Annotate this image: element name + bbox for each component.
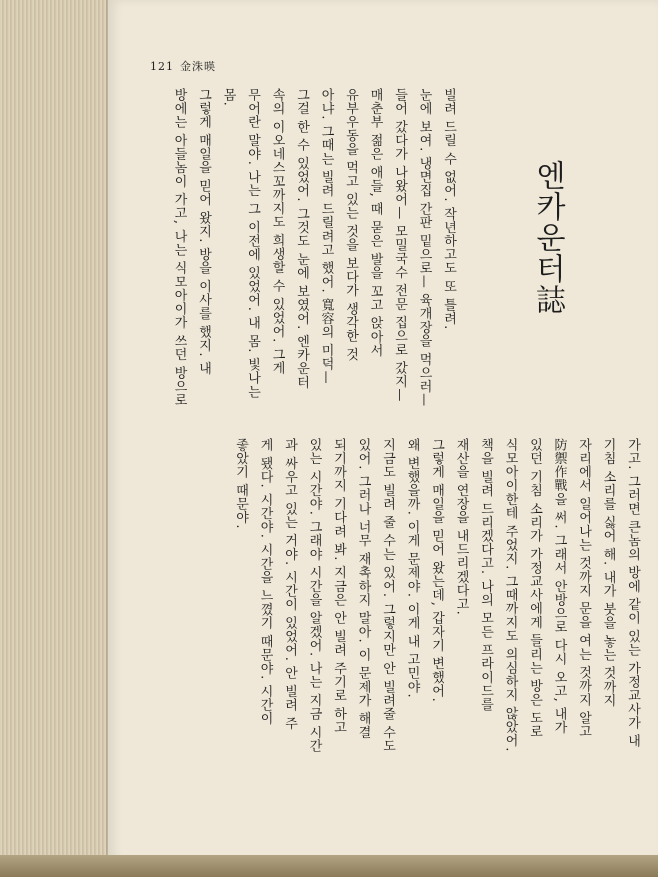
- text-line: 그렇게 매일을 믿어 왔는데, 갑자기 변했어.: [429, 438, 444, 703]
- text-line: 눈에 보여. 냉면집 간판 밑으로— 육개장을 먹으러—: [416, 88, 432, 407]
- text-line: 속의 이오네스꼬까지도 희생할 수 있었어. 그게: [269, 88, 285, 375]
- text-line: 아냐. 그때는 빌려 드릴려고 했어. 寬容의 미덕—: [318, 88, 334, 385]
- page-bottom-shadow: [0, 855, 658, 877]
- text-line: 몸.: [220, 88, 236, 107]
- poem-title: 엔카운터誌: [530, 160, 565, 315]
- text-line: 있던 기침 소리가 가정교사에게 들리는 방은 도로: [527, 438, 542, 739]
- page-number: 121: [150, 60, 174, 73]
- text-line: 과 싸우고 있는 거야. 시간이 있었어. 안 빌려 주: [282, 438, 297, 731]
- text-line: 가고. 그러면 큰놈의 방에 같이 있는 가정교사가 내: [625, 438, 640, 748]
- text-line: 자리에서 일어나는 것까지 문을 여는 것까지 알고: [576, 438, 591, 739]
- text-line: 있어. 그러나 너무 재촉하지 말아. 이 문제가 해결: [355, 438, 371, 739]
- text-line: 식모아이한테 주었지. 그때까지도 의심하지 않았어.: [502, 438, 518, 752]
- text-line: 왜 변했을까. 이게 문제야. 이게 내 고민야.: [404, 438, 420, 699]
- text-line: 기침 소리를 싫어 해. 내가 붓을 놓는 것까지: [600, 438, 616, 708]
- text-line: 防禦作戰을 써. 그래서 안방으로 다시 오고, 내가: [551, 438, 567, 735]
- text-line: 되기까지 기다려 봐. 지금은 안 빌려 주기로 하고: [331, 438, 346, 735]
- text-line: 그렇게 매일을 믿어 왔지. 방을 이사를 했지. 내: [196, 88, 211, 376]
- text-line: 있는 시간야. 그래야 시간을 알겠어. 나는 지금 시간: [306, 438, 322, 753]
- text-line: 들어 갔다가 나왔어— 모밀국수 전문 집으로 갔지—: [392, 88, 407, 402]
- text-line: 방에는 아들놈이 가고, 나는 식모아이가 쓰던 방으로: [171, 88, 187, 407]
- page-stack-edges: [0, 0, 112, 877]
- text-line: 좋았기 때문야.: [233, 438, 248, 530]
- text-block-upper: [158, 88, 460, 428]
- text-line: 게 됐다. 시간야. 시간을 느꼈기 때문야. 시간이: [257, 438, 273, 726]
- text-line: 재산을 연장을 내드리겠다고.: [453, 438, 469, 616]
- text-line: 무어란 말야. 나는 그 이전에 있었어. 내 몸. 빛나는: [245, 88, 260, 399]
- text-line: 매춘부 젊은 애들, 때 묻은 발을 꼬고 앉아서: [367, 88, 383, 358]
- running-header: [150, 58, 216, 74]
- text-block-lower: [178, 438, 644, 808]
- text-line: 유부우동을 먹고 있는 것을 보다가 생각한 것: [343, 88, 358, 362]
- text-line: 지금도 빌려 줄 수는 있어. 그렇지만 안 빌려줄 수도: [380, 438, 395, 753]
- text-line: 빌려 드릴 수 없어. 작년하고도 또 틀려.: [441, 88, 456, 330]
- text-line: 그걸 한 수 있었어. 그것도 눈에 보였어. 엔카운터: [294, 88, 309, 389]
- text-line: 책을 빌려 드리겠다고. 나의 모든 프라이드를: [478, 438, 493, 712]
- author-name: 金洙暎: [180, 60, 216, 73]
